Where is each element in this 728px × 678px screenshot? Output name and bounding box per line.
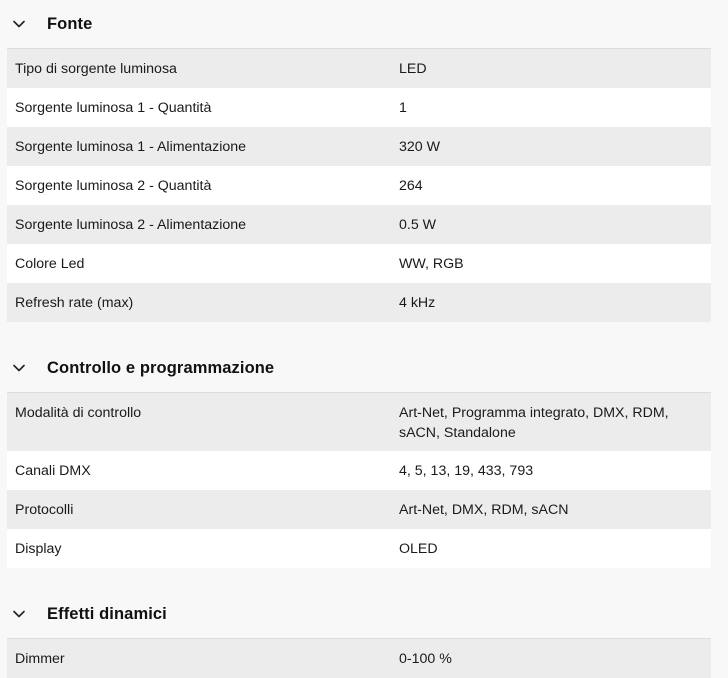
section-title: Controllo e programmazione (47, 358, 275, 377)
table-row (7, 451, 711, 490)
section-header-fonte[interactable] (7, 0, 711, 48)
spec-value: 0.5 W (399, 217, 437, 233)
spec-label: Tipo di sorgente luminosa (15, 61, 177, 77)
spec-label: Refresh rate (max) (15, 295, 134, 311)
section-title: Effetti dinamici (47, 604, 167, 623)
spec-label: Modalità di controllo (15, 405, 142, 421)
spec-value: 320 W (399, 139, 441, 155)
table-row (7, 639, 711, 678)
section-controllo (7, 344, 711, 568)
section-header-effetti[interactable] (7, 590, 711, 638)
section-spacer (7, 568, 711, 590)
section-fonte (7, 0, 711, 322)
spec-label: Dimmer (15, 651, 65, 667)
spec-label: Colore Led (15, 256, 85, 272)
section-effetti (7, 590, 711, 678)
spec-value: 264 (399, 178, 423, 194)
spec-label: Sorgente luminosa 1 - Quantità (15, 100, 212, 116)
spec-label: Sorgente luminosa 2 - Quantità (15, 178, 212, 194)
spec-value: 0-100 % (399, 651, 452, 667)
table-row (7, 205, 711, 244)
spec-label: Sorgente luminosa 1 - Alimentazione (15, 139, 247, 155)
spec-value: Art-Net, Programma integrato, DMX, RDM, sACN, Standalone (399, 405, 669, 441)
table-row (7, 88, 711, 127)
table-row (7, 127, 711, 166)
table-row (7, 49, 711, 88)
chevron-down-icon[interactable] (7, 590, 47, 638)
section-title: Fonte (47, 14, 93, 33)
table-row (7, 529, 711, 568)
table-row (7, 166, 711, 205)
spec-value: 1 (399, 100, 407, 116)
table-row (7, 244, 711, 283)
spec-value: OLED (399, 541, 438, 557)
spec-label: Sorgente luminosa 2 - Alimentazione (15, 217, 247, 233)
spec-value: 4, 5, 13, 19, 433, 793 (399, 463, 534, 479)
spec-sections (7, 0, 711, 678)
table-row (7, 283, 711, 322)
spec-table (7, 392, 711, 568)
spec-label: Display (15, 541, 62, 557)
chevron-down-icon[interactable] (7, 344, 47, 392)
spec-value: LED (399, 61, 427, 77)
table-row (7, 490, 711, 529)
section-header-controllo[interactable] (7, 344, 711, 392)
spec-table (7, 48, 711, 322)
spec-label: Protocolli (15, 502, 74, 518)
spec-label: Canali DMX (15, 463, 91, 479)
section-spacer (7, 322, 711, 344)
spec-value: 4 kHz (399, 295, 436, 311)
table-row (7, 393, 711, 451)
spec-table (7, 638, 711, 678)
spec-value: Art-Net, DMX, RDM, sACN (399, 502, 569, 518)
spec-value: WW, RGB (399, 256, 464, 272)
chevron-down-icon[interactable] (7, 0, 47, 48)
